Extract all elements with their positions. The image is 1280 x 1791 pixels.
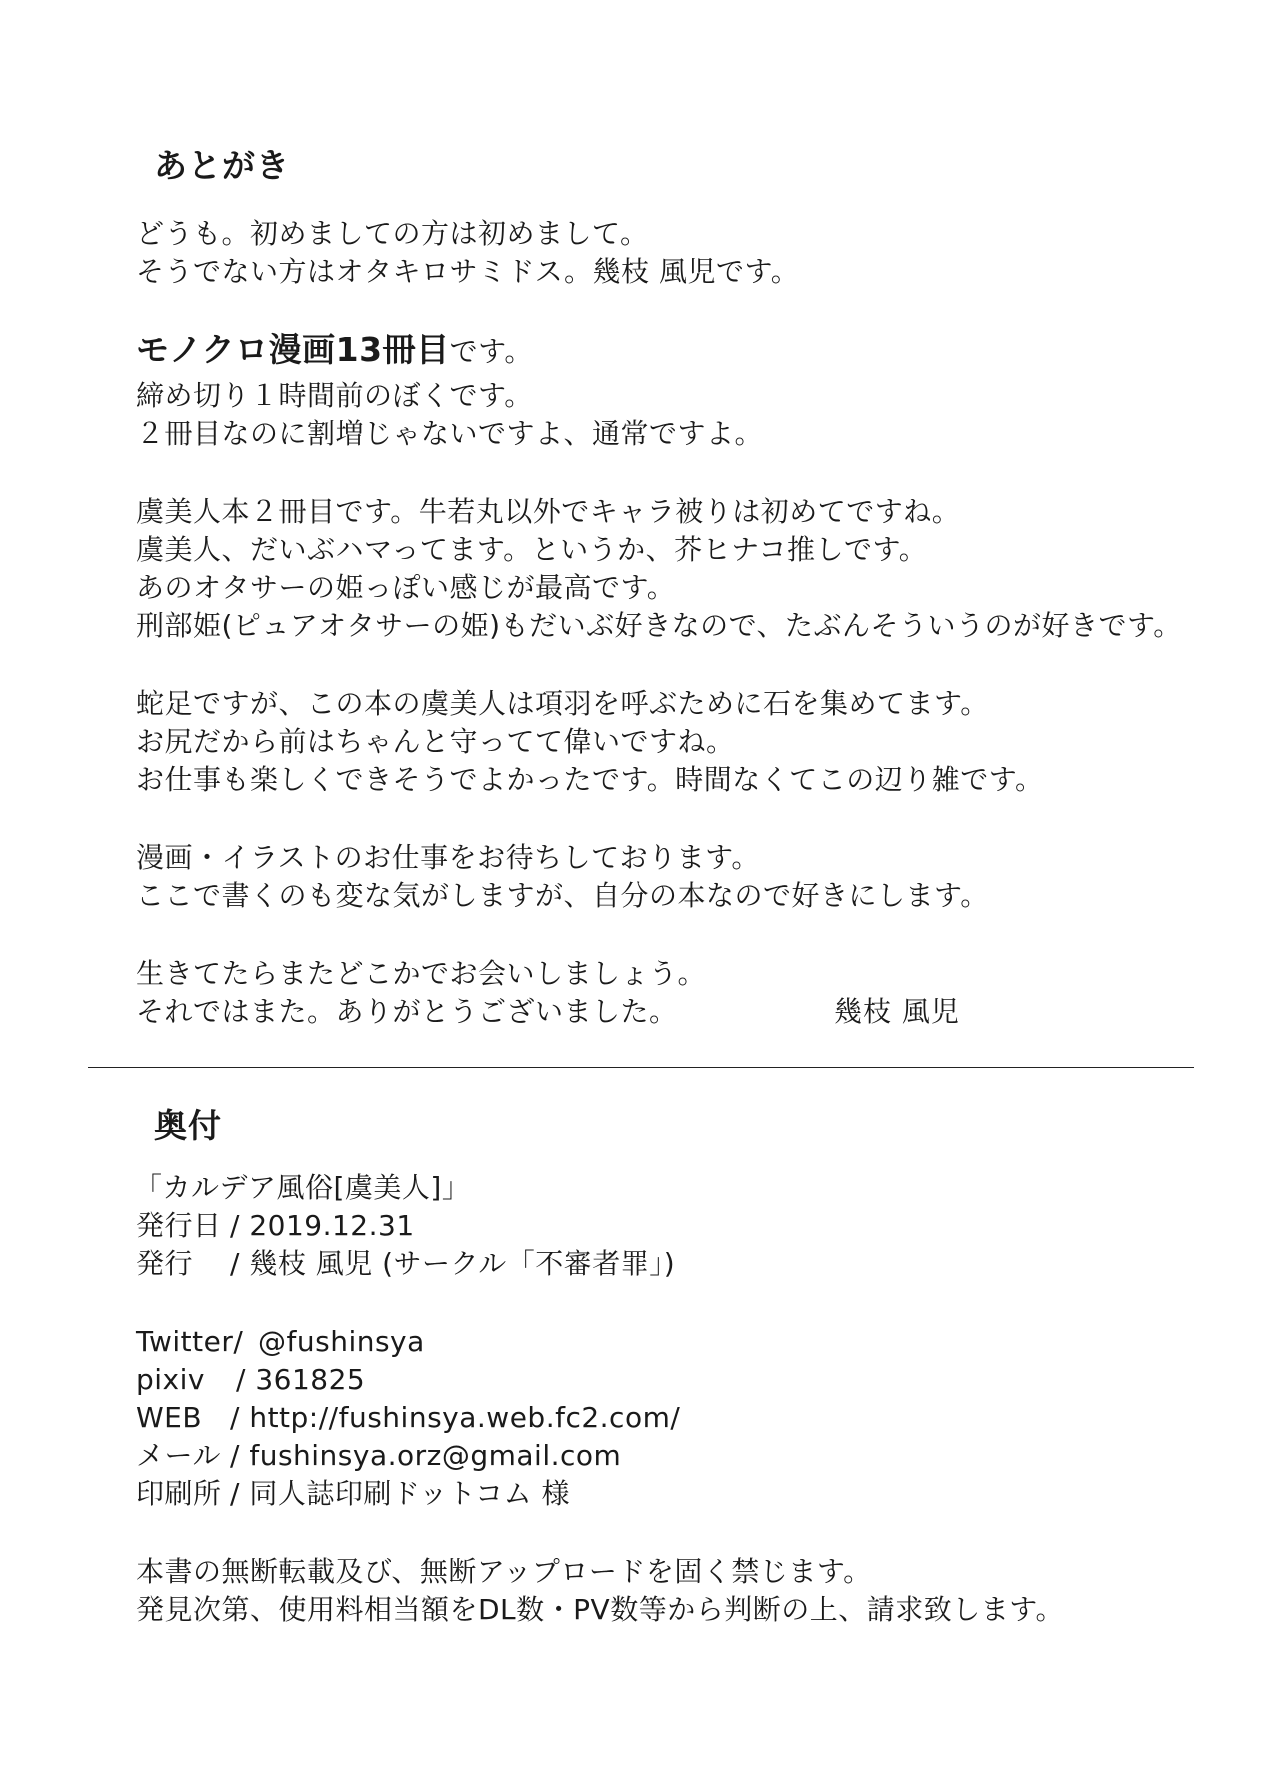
mail-value: / fushinsya.orz@gmail.com (230, 1439, 622, 1472)
afterword-line: ２冊目なのに割増じゃないですよ、通常ですよ。 (136, 417, 764, 450)
publisher-value: / 幾枝 風児 (サークル「不審者罪」) (230, 1247, 676, 1280)
afterword-line: ここで書くのも変な気がしますが、自分の本なので好きにします。 (136, 879, 989, 912)
pub-date-value: / 2019.12.31 (230, 1209, 415, 1242)
web-label: WEB (136, 1401, 203, 1434)
afterword-line: 蛇足ですが、この本の虞美人は項羽を呼ぶために石を集めてます。 (136, 687, 989, 720)
afterword-line: どうも。初めましての方は初めまして。 (136, 217, 649, 250)
pixiv-value: / 361825 (236, 1363, 366, 1396)
author-signature: 幾枝 風児 (834, 995, 960, 1028)
pub-date-label: 発行日 (136, 1209, 222, 1242)
afterword-emphasis-line (136, 332, 533, 370)
colophon-heading: 奥付 (154, 1106, 222, 1145)
afterword-line: お尻だから前はちゃんと守ってて偉いですね。 (136, 725, 735, 758)
afterword-line: それではまた。ありがとうございました。 (136, 995, 678, 1028)
web-value: / http://fushinsya.web.fc2.com/ (230, 1401, 681, 1434)
afterword-line: 締め切り１時間前のぼくです。 (136, 379, 533, 412)
pixiv-label: pixiv (136, 1363, 205, 1396)
afterword-line: 漫画・イラストのお仕事をお待ちしております。 (136, 841, 760, 874)
afterword-line: そうでない方はオタキロサミドス。幾枝 風児です。 (136, 255, 800, 288)
copyright-notice: 本書の無断転載及び、無断アップロードを固く禁じます。 (136, 1555, 872, 1588)
afterword-line: お仕事も楽しくできそうでよかったです。時間なくてこの辺り雑です。 (136, 763, 1044, 796)
twitter-value: @fushinsya (258, 1325, 425, 1358)
printer-value: / 同人誌印刷ドットコム 様 (230, 1477, 570, 1510)
mail-label: メール (136, 1439, 221, 1472)
afterword-heading: あとがき (154, 146, 290, 185)
afterword-line: 虞美人本２冊目です。牛若丸以外でキャラ被りは初めてですね。 (136, 495, 961, 528)
copyright-notice: 発見次第、使用料相当額をDL数・PV数等から判断の上、請求致します。 (136, 1593, 1064, 1626)
publisher-label: 発行 (136, 1247, 194, 1280)
afterword-line: 虞美人、だいぶハマってます。というか、芥ヒナコ推しです。 (136, 533, 928, 566)
afterword-line: あのオタサーの姫っぽい感じが最高です。 (136, 571, 676, 604)
emphasis-text: モノクロ漫画13冊目 (136, 330, 450, 369)
section-divider (88, 1067, 1194, 1068)
twitter-label: Twitter/ (136, 1325, 244, 1358)
book-title: 「カルデア風俗[虞美人]」 (134, 1171, 471, 1204)
afterword-line: 生きてたらまたどこかでお会いしましょう。 (136, 957, 707, 990)
afterword-line: 刑部姫(ピュアオタサーの姫)もだいぶ好きなので、たぶんそういうのが好きです。 (136, 609, 1182, 642)
printer-label: 印刷所 (136, 1477, 222, 1510)
emphasis-tail: です。 (449, 335, 533, 368)
